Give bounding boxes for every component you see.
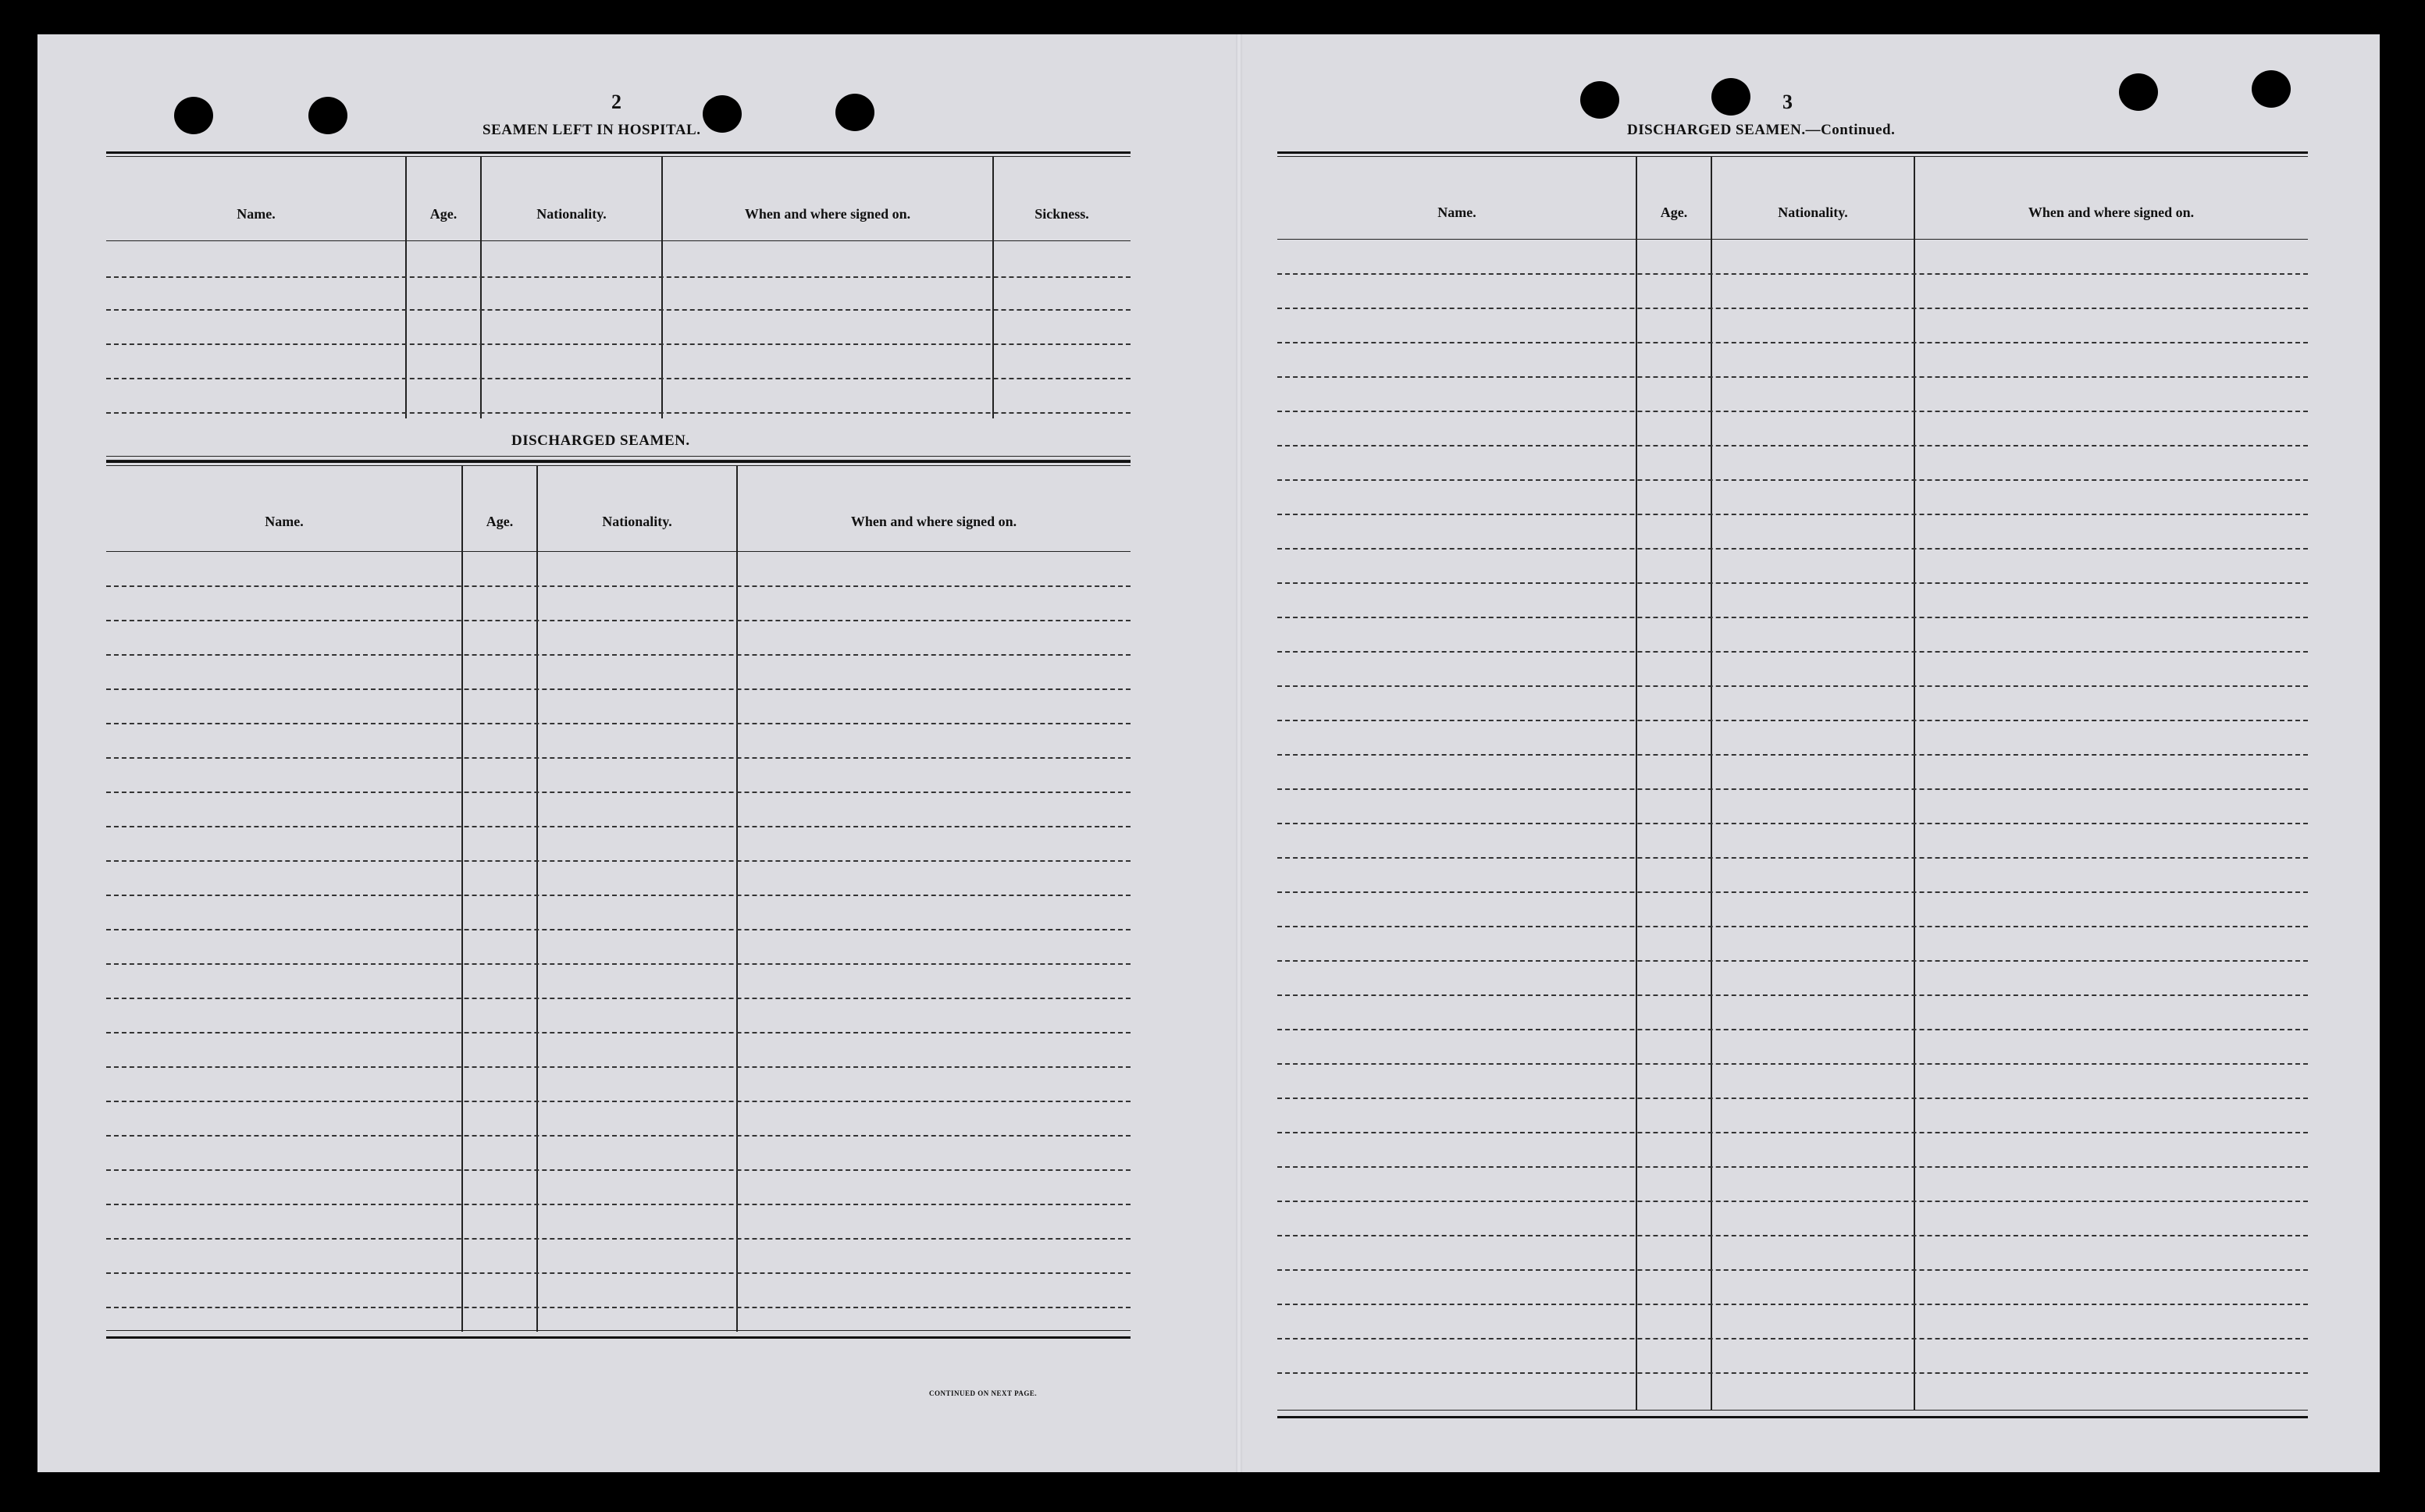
page-number-right: 3 <box>1782 91 1793 113</box>
punch-hole <box>1711 78 1750 116</box>
punch-hole <box>174 97 213 134</box>
ledger-sheet <box>37 34 2380 1472</box>
punch-hole <box>1580 81 1619 119</box>
hospital-col-name: Name. <box>237 206 276 222</box>
continued-col-signed-on: When and where signed on. <box>2028 205 2195 220</box>
discharged-section-title: DISCHARGED SEAMEN. <box>511 432 690 449</box>
discharged-continued-table <box>1277 151 2308 1421</box>
discharged-col-nationality: Nationality. <box>602 514 672 529</box>
discharged-col-age: Age. <box>486 514 514 529</box>
continued-col-age: Age. <box>1660 205 1688 220</box>
page-fold <box>1236 34 1242 1472</box>
punch-hole <box>2252 70 2291 108</box>
discharged-table <box>106 461 1131 1425</box>
continued-note: CONTINUED ON NEXT PAGE. <box>929 1389 1038 1397</box>
punch-hole <box>835 94 874 131</box>
punch-hole <box>308 97 347 134</box>
discharged-col-name: Name. <box>265 514 304 529</box>
discharged-continued-title: DISCHARGED SEAMEN.—Continued. <box>1627 122 1896 138</box>
hospital-col-nationality: Nationality. <box>536 206 607 222</box>
hospital-col-signed-on: When and where signed on. <box>744 206 911 222</box>
hospital-col-age: Age. <box>429 206 458 222</box>
continued-col-name: Name. <box>1437 205 1476 220</box>
hospital-table <box>106 151 1131 461</box>
hospital-section-title: SEAMEN LEFT IN HOSPITAL. <box>483 122 701 138</box>
punch-hole <box>2119 73 2158 111</box>
punch-hole <box>703 95 742 133</box>
hospital-col-sickness: Sickness. <box>1034 206 1089 222</box>
continued-col-nationality: Nationality. <box>1778 205 1848 220</box>
page-number-left: 2 <box>611 91 621 113</box>
discharged-col-signed-on: When and where signed on. <box>850 514 1017 529</box>
